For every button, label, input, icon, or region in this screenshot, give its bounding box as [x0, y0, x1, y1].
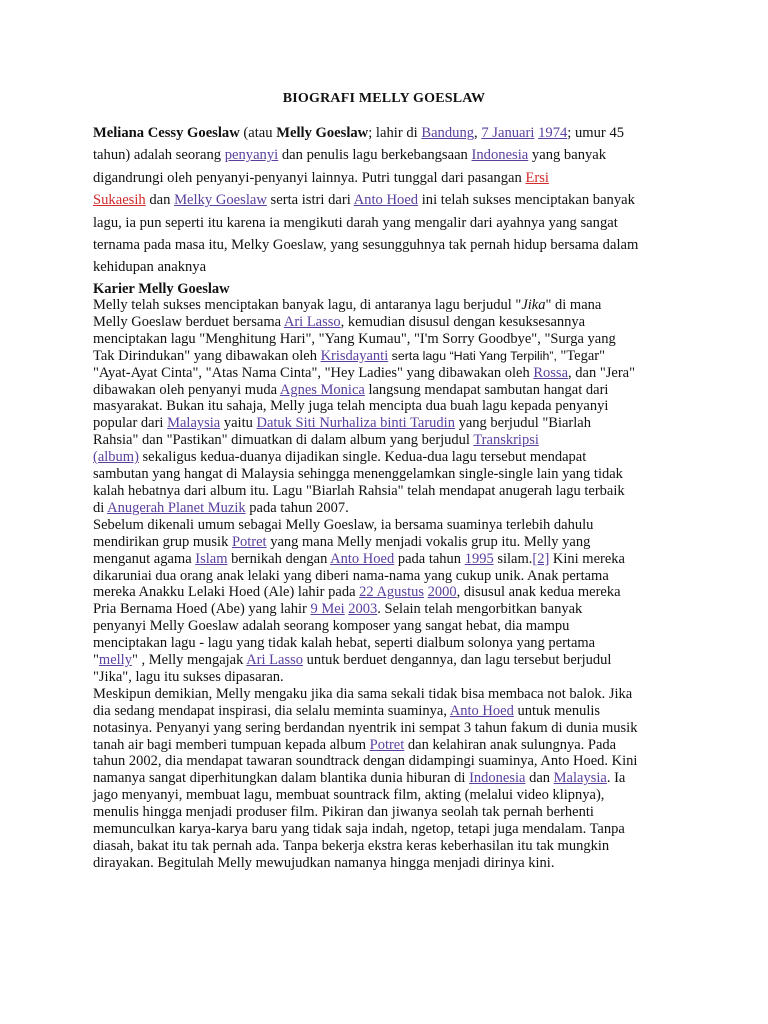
text-line — [93, 821, 683, 838]
intro-paragraph — [93, 122, 683, 279]
text-line — [93, 804, 683, 821]
bold-text: Melly Goeslaw — [276, 125, 369, 141]
text-run: Kini mereka — [549, 550, 625, 567]
text-run: dan penulis lagu berkebangsaan — [278, 147, 472, 164]
text-run: ternama pada masa itu, Melky Goeslaw, yang sesungguhnya tak pernah hidup bersama dalam — [93, 237, 639, 254]
link-sukaesih[interactable]: Sukaesih — [93, 192, 146, 209]
text-run: untuk menulis — [513, 702, 601, 719]
text-run: tahun 2002, dia mendapat tawaran soundtrack dengan didampingi suaminya, Anto Hoed. Kini — [93, 753, 638, 770]
text-run: penyanyi Melly Goeslaw adalah seorang komposer yang sangat hebat, dia mampu — [93, 618, 570, 635]
text-run: kalah hebatnya dari album itu. Lagu "Biarlah Rahsia" telah mendapat anugerah lagu terbaik — [93, 482, 625, 499]
link-islam[interactable]: Islam — [195, 550, 228, 567]
text-run: " — [93, 652, 99, 669]
link-9-mei[interactable]: 9 Mei — [310, 601, 345, 618]
italic-text: Jika — [521, 297, 546, 313]
link-melky-goeslaw[interactable]: Melky Goeslaw — [174, 192, 267, 209]
text-run: lagu, ia pun seperti itu karena ia mengikuti darah yang mengalir dari ayahnya yang sangat — [93, 214, 618, 231]
text-run: namanya sangat diperhitungkan dalam blantika dunia hiburan di — [93, 770, 470, 787]
text-line — [93, 398, 683, 415]
text-run: notasinya. Penyanyi yang sering berdandan nyentrik ini sempat 3 tahun fakum di dunia musik — [93, 719, 638, 736]
text-line — [93, 737, 683, 754]
text-line — [93, 483, 683, 500]
text-line — [93, 256, 683, 278]
page-title: BIOGRAFI MELLY GOESLAW — [282, 91, 486, 106]
text-line — [93, 855, 683, 872]
text-run: Tak Dirindukan" yang dibawakan oleh — [93, 347, 321, 364]
text-line — [93, 432, 683, 449]
link-1995[interactable]: 1995 — [464, 550, 494, 567]
text-run: menganut agama — [93, 550, 196, 567]
text-line — [93, 167, 683, 189]
link-melly[interactable]: melly — [98, 652, 132, 669]
link-malaysia[interactable]: Malaysia — [553, 770, 607, 787]
text-run: dikaruniai dua orang anak lelaki yang diberi nama-nama yang cukup unik. Anak pertama — [93, 567, 609, 584]
text-run: digandrungi oleh penyanyi-penyanyi lainnya. Putri tunggal dari pasangan — [93, 169, 526, 186]
text-run: sekaligus kedua-duanya dijadikan single. Kedua-dua lagu tersebut mendapat — [138, 449, 587, 466]
link-2003[interactable]: 2003 — [348, 601, 378, 618]
link-22-agustus[interactable]: 22 Agustus — [359, 584, 425, 601]
text-run: diasah, bakat itu tak pernah ada. Tanpa bekerja ekstra keras keberhasilan itu tak mungkin — [93, 838, 610, 854]
link-ari-lasso[interactable]: Ari Lasso — [246, 652, 303, 669]
text-run: mendirikan grup musik — [93, 533, 232, 550]
text-line — [93, 635, 683, 652]
text-run: , — [474, 125, 482, 141]
text-run: Melly telah sukses menciptakan banyak lagu, di antaranya lagu berjudul " — [93, 297, 522, 313]
text-line — [93, 720, 683, 737]
link-krisdayanti[interactable]: Krisdayanti — [320, 347, 389, 364]
text-run: yang berjudul "Biarlah — [454, 415, 591, 432]
link-malaysia[interactable]: Malaysia — [167, 415, 221, 432]
text-line — [93, 314, 683, 331]
link-1974[interactable]: 1974 — [538, 125, 568, 141]
text-run: dirayakan. Begitulah Melly mewujudkan namanya hingga menjadi dirinya kini. — [93, 854, 555, 871]
link-agnes-monica[interactable]: Agnes Monica — [279, 381, 365, 398]
text-run: dibawakan oleh penyanyi muda — [93, 381, 280, 398]
text-run: "Jika", lagu itu sukses dipasaran. — [93, 668, 284, 685]
link-transkripsi[interactable]: Transkripsi — [473, 432, 539, 449]
text-line — [93, 122, 683, 144]
text-run: popular dari — [93, 415, 168, 432]
text-run: pada tahun 2007. — [245, 499, 349, 516]
text-run: kehidupan anaknya — [93, 259, 207, 276]
section-heading: Karier Melly Goeslaw — [93, 281, 230, 297]
text-run: ini telah sukses menciptakan banyak — [418, 192, 635, 209]
link-bandung[interactable]: Bandung — [421, 125, 475, 141]
text-run: menulis hingga menjadi produser film. Pikiran dan jiwanya seolah tak pernah berhenti — [93, 804, 594, 821]
text-run: jago menyanyi, membuat lagu, membuat sountrack film, akting (melalui video klipnya), — [93, 787, 605, 804]
link-2000[interactable]: 2000 — [427, 584, 457, 601]
text-line — [93, 568, 683, 585]
career-body — [93, 297, 683, 872]
text-run: yang banyak — [528, 147, 607, 164]
text-line — [93, 770, 683, 787]
text-run: untuk berduet dengannya, dan lagu tersebut berjudul — [303, 652, 612, 669]
text-line — [93, 669, 683, 686]
text-run: tanah air bagi memberi tumpuan kepada album — [93, 736, 370, 753]
bold-text: Meliana Cessy Goeslaw — [93, 125, 240, 141]
text-line — [93, 601, 683, 618]
text-line — [93, 703, 683, 720]
text-line — [93, 551, 683, 568]
text-line — [93, 517, 683, 534]
text-run: di — [93, 499, 108, 516]
text-run: dia sedang mendapat inspirasi, dia selalu meminta suaminya, — [93, 702, 450, 719]
text-run: yang mana Melly menjadi vokalis grup itu. Melly yang — [266, 533, 591, 550]
text-run: serta lagu “Hati Yang Terpilih”, — [388, 348, 561, 363]
link-anto-hoed[interactable]: Anto Hoed — [449, 702, 514, 719]
link-2[interactable]: [2] — [532, 550, 550, 567]
link-indonesia[interactable]: Indonesia — [471, 147, 529, 164]
text-run: Pria Bernama Hoed (Abe) yang lahir — [93, 601, 311, 618]
text-run: "Ayat-Ayat Cinta", "Atas Nama Cinta", "Hey Ladies" yang dibawakan oleh — [93, 364, 534, 381]
link-anto-hoed[interactable]: Anto Hoed — [330, 550, 395, 567]
text-run: silam. — [493, 550, 533, 567]
link-anugerah-planet-muzik[interactable]: Anugerah Planet Muzik — [107, 499, 246, 516]
text-line — [93, 449, 683, 466]
text-line — [93, 382, 683, 399]
text-run: bernikah dengan — [227, 550, 331, 567]
link-datuk-siti-nurhaliza-binti-tarudin[interactable]: Datuk Siti Nurhaliza binti Tarudin — [256, 415, 455, 432]
link-indonesia[interactable]: Indonesia — [469, 770, 526, 787]
text-run: " di mana — [545, 297, 602, 313]
text-line — [93, 838, 683, 855]
link-ari-lasso[interactable]: Ari Lasso — [283, 313, 341, 330]
text-line — [93, 787, 683, 804]
text-run: Melly Goeslaw berduet bersama — [93, 313, 284, 330]
text-run: (atau — [239, 125, 277, 141]
text-run: , dan "Jera" — [568, 364, 636, 381]
link-potret[interactable]: Potret — [369, 736, 405, 753]
text-run: sambutan yang hangat di Malaysia sehingga menenggelamkan single-single lain yang tidak — [93, 466, 623, 483]
text-line — [93, 212, 683, 234]
text-run: . Ia — [606, 770, 626, 787]
text-run: dan — [145, 192, 175, 209]
text-run: menciptakan lagu "Menghitung Hari", "Yang Kumau", "I'm Sorry Goodbye", "Surga yang — [93, 330, 616, 347]
text-line — [93, 753, 683, 770]
link-rossa[interactable]: Rossa — [533, 364, 569, 381]
text-run: mereka Anakku Lelaki Hoed (Ale) lahir pada — [93, 584, 360, 601]
text-run: ; lahir di — [368, 125, 422, 141]
text-run: , disusul anak kedua mereka — [456, 584, 621, 601]
text-run: pada tahun — [394, 550, 465, 567]
link-7-januari[interactable]: 7 Januari — [481, 125, 535, 141]
link-potret[interactable]: Potret — [231, 533, 267, 550]
text-line — [93, 331, 683, 348]
text-line — [93, 652, 683, 669]
text-run: tahun) adalah seorang — [93, 147, 225, 164]
text-line — [93, 297, 683, 314]
text-line — [93, 234, 683, 256]
text-line — [93, 534, 683, 551]
text-run: yaitu — [220, 415, 257, 432]
text-run: menciptakan lagu - lagu yang tidak kalah hebat, seperti dialbum solonya yang pertama — [93, 635, 596, 652]
text-run: Sebelum dikenali umum sebagai Melly Goeslaw, ia bersama suaminya terlebih dahulu — [93, 516, 594, 533]
text-line — [93, 365, 683, 382]
text-run: Rahsia" dan "Pastikan" dimuatkan di dalam album yang berjudul — [93, 432, 474, 449]
text-run: dan kelahiran anak sulungnya. Pada — [404, 736, 617, 753]
text-run: serta istri dari — [266, 192, 354, 209]
link-ersi[interactable]: Ersi — [525, 169, 549, 186]
text-line — [93, 415, 683, 432]
text-run: ; umur 45 — [567, 125, 625, 141]
text-run: , kemudian disusul dengan kesuksesannya — [340, 313, 586, 330]
text-line — [93, 144, 683, 166]
text-run: langsung mendapat sambutan hangat dari — [364, 381, 609, 398]
text-line — [93, 584, 683, 601]
text-line — [93, 500, 683, 517]
link-album[interactable]: (album) — [93, 449, 139, 466]
text-line — [93, 466, 683, 483]
text-line — [93, 618, 683, 635]
text-run: . Selain telah mengorbitkan banyak — [377, 601, 583, 618]
text-run: "Tegar" — [560, 347, 606, 364]
text-run: masyarakat. Bukan itu sahaja, Melly juga telah mencipta dua buah lagu kepada penyanyi — [93, 398, 609, 415]
text-line — [93, 348, 683, 365]
text-run: " , Melly mengajak — [131, 652, 247, 669]
text-line — [93, 189, 683, 211]
text-run: Meskipun demikian, Melly mengaku jika dia sama sekali tidak bisa membaca not balok. Jika — [93, 685, 633, 702]
text-run: memunculkan karya-karya baru yang tidak saja indah, ngetop, tetapi juga mendalam. Tanpa — [93, 821, 625, 838]
text-run: dan — [525, 770, 554, 787]
link-anto-hoed[interactable]: Anto Hoed — [353, 192, 419, 209]
text-line — [93, 686, 683, 703]
link-penyanyi[interactable]: penyanyi — [224, 147, 279, 164]
